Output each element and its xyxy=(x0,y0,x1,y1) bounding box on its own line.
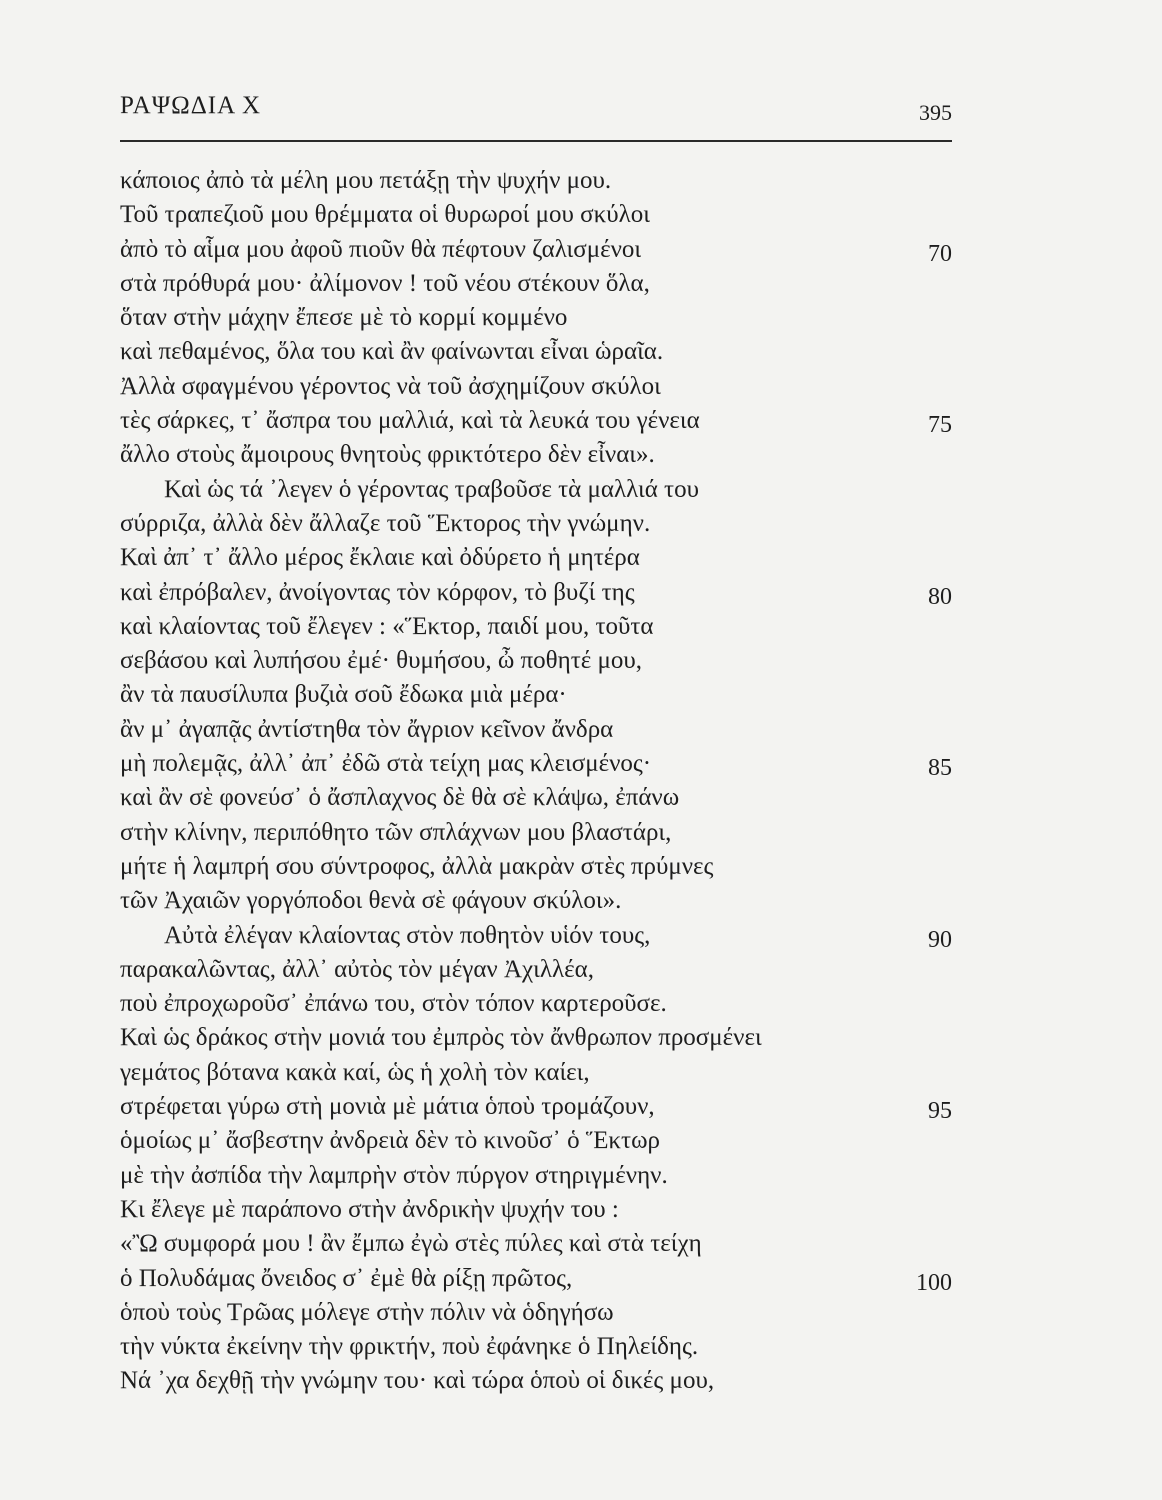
verse-text: Αὐτὰ ἐλέγαν κλαίοντας στὸν ποθητὸν υἱόν τους, xyxy=(164,921,651,949)
verse-text: καὶ πεθαμένος, ὅλα του καὶ ἂν φαίνωνται εἶναι ὡραῖα. xyxy=(120,338,664,366)
verse-line xyxy=(120,644,960,678)
verse-text: ἄλλο στοὺς ἄμοιρους θνητοὺς φρικτότερο δὲν εἶναι». xyxy=(120,441,655,469)
page-header xyxy=(120,92,952,142)
verse-line xyxy=(120,1124,960,1158)
verse-line xyxy=(120,987,960,1021)
verse-text: «Ὢ συμφορά μου ! ἂν ἔμπω ἐγὼ στὲς πύλες καὶ στὰ τείχη xyxy=(120,1230,702,1258)
verse-line xyxy=(120,953,960,987)
line-number: 70 xyxy=(928,240,952,267)
verse-text: κάποιος ἀπὸ τὰ μέλη μου πετάξῃ τὴν ψυχήν μου. xyxy=(120,167,612,194)
verse-line xyxy=(120,370,960,404)
verse-text: Καὶ ὡς δράκος στὴν μονιά του ἐμπρὸς τὸν ἄνθρωπον προσμένει xyxy=(120,1024,762,1052)
verse-line xyxy=(120,919,960,953)
verse-line xyxy=(120,1330,960,1364)
verse-line xyxy=(120,576,960,610)
verse-text: τῶν Ἀχαιῶν γοργόποδοι θενὰ σὲ φάγουν σκύλοι». xyxy=(120,887,622,915)
verse-text: ποὺ ἐπροχωροῦσ᾽ ἐπάνω του, στὸν τόπον καρτεροῦσε. xyxy=(120,990,667,1018)
verse-line xyxy=(120,541,960,575)
verse-line xyxy=(120,1296,960,1330)
verse-line xyxy=(120,1090,960,1124)
verse-text: Κι ἔλεγε μὲ παράπονο στὴν ἀνδρικὴν ψυχήν του : xyxy=(120,1195,619,1223)
verse-line xyxy=(120,850,960,884)
verse-text: μὴ πολεμᾷς, ἀλλ᾽ ἀπ᾽ ἐδῶ στὰ τείχη μας κλεισμένος· xyxy=(120,750,652,778)
verse-line xyxy=(120,713,960,747)
line-number: 95 xyxy=(928,1098,952,1125)
verse-line xyxy=(120,438,960,472)
verse-text: Τοῦ τραπεζιοῦ μου θρέμματα οἱ θυρωροί μου σκύλοι xyxy=(120,201,650,229)
verse-text: ὁποὺ τοὺς Τρῶας μόλεγε στὴν πόλιν νὰ ὁδηγήσω xyxy=(120,1298,614,1326)
verse-line xyxy=(120,1159,960,1193)
verse-text: καὶ κλαίοντας τοῦ ἔλεγεν : «Ἕκτορ, παιδί μου, τοῦτα xyxy=(120,612,654,640)
verse-line xyxy=(120,1364,960,1398)
verse-text: τὲς σάρκες, τ᾽ ἄσπρα του μαλλιά, καὶ τὰ λευκά του γένεια xyxy=(120,407,700,435)
running-title: ΡΑΨΩΔΙΑ Χ xyxy=(120,92,262,119)
verse-text: γεμάτος βότανα κακὰ καί, ὡς ἡ χολὴ τὸν καίει, xyxy=(120,1058,590,1086)
verse-line xyxy=(120,610,960,644)
page-number: 395 xyxy=(919,100,952,125)
verse-line xyxy=(120,233,960,267)
verse-text: ἂν τὰ παυσίλυπα βυζιὰ σοῦ ἔδωκα μιὰ μέρα· xyxy=(120,681,567,709)
line-number: 85 xyxy=(928,755,952,782)
verse-line xyxy=(120,1056,960,1090)
verse-text: ἂν μ᾽ ἀγαπᾷς ἀντίστηθα τὸν ἄγριον κεῖνον ἄνδρα xyxy=(120,715,614,743)
verse-text: τὴν νύκτα ἐκείνην τὴν φρικτήν, ποὺ ἐφάνηκε ὁ Πηλείδης. xyxy=(120,1333,699,1361)
verse-line xyxy=(120,1193,960,1227)
verse-line xyxy=(120,164,960,198)
verse-line xyxy=(120,884,960,918)
line-number: 80 xyxy=(928,583,952,610)
verse-text: ὁμοίως μ᾽ ἄσβεστην ἀνδρειὰ δὲν τὸ κινοῦσ᾽ ὁ Ἕκτωρ xyxy=(120,1127,661,1155)
verse-line xyxy=(120,1262,960,1296)
verse-line xyxy=(120,267,960,301)
verse-text: παρακαλῶντας, ἀλλ᾽ αὐτὸς τὸν μέγαν Ἀχιλλέα, xyxy=(120,955,594,983)
verse-text: ὁ Πολυδάμας ὄνειδος σ᾽ ἐμὲ θὰ ρίξῃ πρῶτος, xyxy=(120,1264,573,1292)
verse-text: Ἀλλὰ σφαγμένου γέροντος νὰ τοῦ ἀσχημίζουν σκύλοι xyxy=(120,372,661,400)
verse-line xyxy=(120,1021,960,1055)
header-rule xyxy=(120,140,952,142)
verse-line xyxy=(120,781,960,815)
verse-line xyxy=(120,301,960,335)
verse-text: στρέφεται γύρω στὴ μονιὰ μὲ μάτια ὁποὺ τρομάζουν, xyxy=(120,1093,655,1121)
verse-text: Καὶ ὡς τά ᾽λεγεν ὁ γέροντας τραβοῦσε τὰ μαλλιά του xyxy=(164,475,699,503)
verse-line xyxy=(120,1227,960,1261)
verse-text: σεβάσου καὶ λυπήσου ἐμέ· θυμήσου, ὦ ποθητέ μου, xyxy=(120,647,643,675)
verse-text: μὲ τὴν ἀσπίδα τὴν λαμπρὴν στὸν πύργον στηριγμένην. xyxy=(120,1161,668,1189)
verse-text: Νά ᾽χα δεχθῇ τὴν γνώμην του· καὶ τώρα ὁποὺ οἱ δικές μου, xyxy=(120,1367,715,1395)
verse-text: σύρριζα, ἀλλὰ δὲν ἄλλαζε τοῦ Ἕκτορος τὴν γνώμην. xyxy=(120,509,651,537)
verse-line xyxy=(120,473,960,507)
verse-text: καὶ ἐπρόβαλεν, ἀνοίγοντας τὸν κόρφον, τὸ βυζί της xyxy=(120,578,635,606)
verse-line xyxy=(120,404,960,438)
verse-line xyxy=(120,816,960,850)
line-number: 75 xyxy=(928,412,952,439)
line-number: 100 xyxy=(916,1269,952,1296)
verse-line xyxy=(120,335,960,369)
verse-line xyxy=(120,678,960,712)
verse-block xyxy=(120,164,960,1399)
verse-text: μήτε ἡ λαμπρή σου σύντροφος, ἀλλὰ μακρὰν στὲς πρύμνες xyxy=(120,852,714,880)
verse-text: Καὶ ἀπ᾽ τ᾽ ἄλλο μέρος ἔκλαιε καὶ ὀδύρετο ἡ μητέρα xyxy=(120,544,640,572)
line-number: 90 xyxy=(928,926,952,953)
verse-line xyxy=(120,198,960,232)
verse-line xyxy=(120,507,960,541)
verse-text: στὰ πρόθυρά μου· ἀλίμονον ! τοῦ νέου στέκουν ὅλα, xyxy=(120,269,650,297)
verse-line xyxy=(120,747,960,781)
verse-text: στὴν κλίνην, περιπόθητο τῶν σπλάχνων μου βλαστάρι, xyxy=(120,818,672,846)
verse-text: ὅταν στὴν μάχην ἔπεσε μὲ τὸ κορμί κομμένο xyxy=(120,304,568,332)
verse-text: καὶ ἂν σὲ φονεύσ᾽ ὁ ἄσπλαχνος δὲ θὰ σὲ κλάψω, ἐπάνω xyxy=(120,784,680,812)
verse-text: ἀπὸ τὸ αἷμα μου ἀφοῦ πιοῦν θὰ πέφτουν ζαλισμένοι xyxy=(120,235,642,263)
